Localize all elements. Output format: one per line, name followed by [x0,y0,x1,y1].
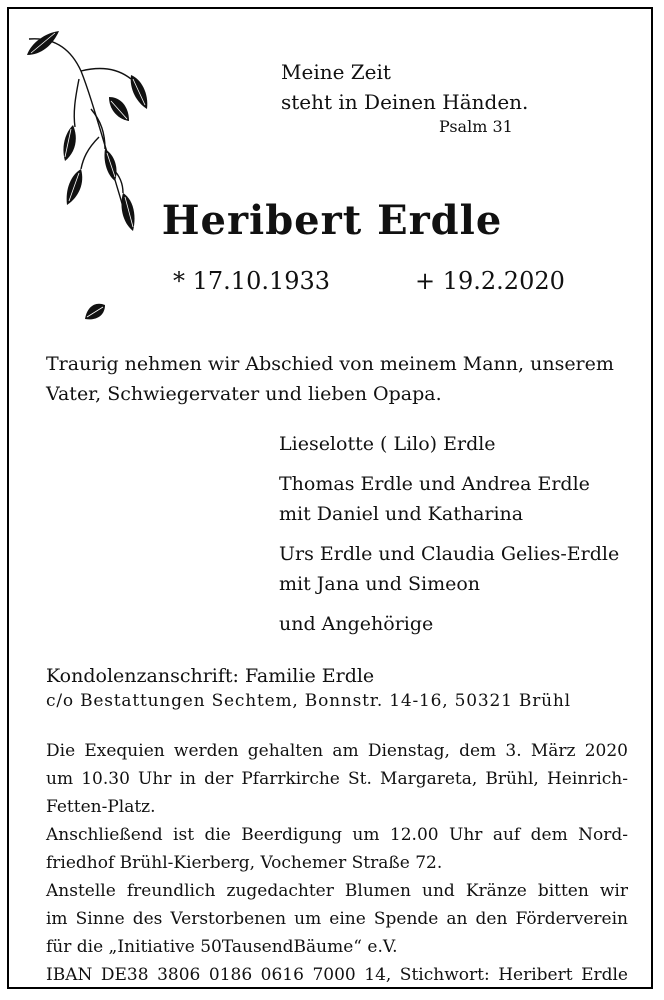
death-date: + 19.2.2020 [415,267,565,295]
family-line: Thomas Erdle und Andrea Erdle [279,473,590,495]
birth-date: * 17.10.1933 [173,267,331,295]
deceased-name: Heribert Erdle [161,197,503,244]
info-line: um 10.30 Uhr in der Pfarrkirche St. Margareta, Brühl, Heinrich- [46,769,628,789]
intro-line: Traurig nehmen wir Abschied von meinem Mann, unserem [46,353,614,375]
family-entry [279,609,433,639]
condolence-address: Kondolenzanschrift: Familie Erdle [46,665,375,687]
family-entry [279,539,619,599]
info-line: friedhof Brühl-Kierberg, Vochemer Straße 72. [46,853,443,873]
obituary-card [7,7,653,989]
condolence-street: c/o Bestattungen Sechtem, Bonnstr. 14-16, 50321 Brühl [46,691,571,711]
family-line: mit Jana und Simeon [279,573,481,595]
family-line: Urs Erdle und Claudia Gelies-Erdle [279,543,620,565]
service-information [46,737,628,989]
family-line: mit Daniel und Katharina [279,503,524,525]
motto [281,57,528,117]
info-line: IBAN DE38 3806 0186 0616 7000 14, Stichwort: Heribert Erdle [46,965,628,985]
intro-line: Vater, Schwiegervater und lieben Opapa. [46,383,442,405]
info-line: Anschließend ist die Beerdigung um 12.00 Uhr auf dem Nord- [46,825,628,845]
motto-reference: Psalm 31 [439,117,513,136]
family-line: Lieselotte ( Lilo) Erdle [279,433,496,455]
family-entry [279,469,590,529]
info-line: Fetten-Platz. [46,797,156,817]
info-line: Die Exequien werden gehalten am Dienstag, dem 3. März 2020 [46,741,628,761]
motto-line: steht in Deinen Händen. [281,90,529,114]
intro-text [46,349,614,409]
info-line: für die „Initiative 50TausendBäume“ e.V. [46,937,398,957]
motto-line: Meine Zeit [281,60,391,84]
birch-branch-illustration [9,9,169,339]
info-line: im Sinne des Verstorbenen um eine Spende an den Förderverein [46,909,628,929]
family-entry [279,429,496,459]
family-line: und Angehörige [279,613,434,635]
info-line: Anstelle freundlich zugedachter Blumen und Kränze bitten wir [46,881,628,901]
